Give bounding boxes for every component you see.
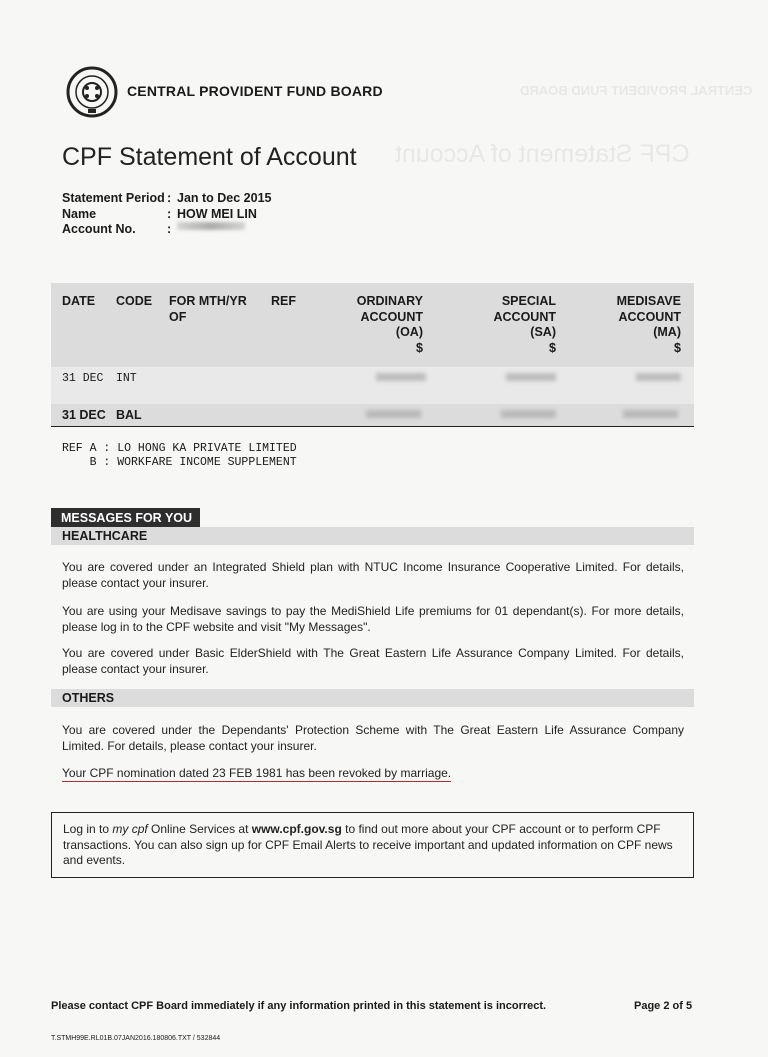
ref-b: B : WORKFARE INCOME SUPPLEMENT: [62, 456, 297, 469]
col-sa: [494, 294, 557, 356]
info-post: to find out more about your CPF account or to perform CPF transactions. You can also sign up for CPF Email Alerts to receive important and updated information on CPF news and events.: [63, 822, 673, 867]
healthcare-message: You are covered under Basic ElderShield with The Great Eastern Life Assurance Company Limited. For details, please contact your insurer.: [62, 646, 684, 676]
table-row: [51, 367, 694, 404]
col-sa-line: ACCOUNT: [493, 309, 556, 324]
redacted-amount: [506, 373, 556, 381]
redacted-amount: [636, 373, 681, 381]
ref-a: REF A : LO HONG KA PRIVATE LIMITED: [62, 442, 297, 455]
statement-meta: [62, 191, 272, 238]
period-label: Statement Period: [62, 191, 165, 205]
colon: :: [167, 222, 172, 236]
redacted-amount: [366, 410, 421, 418]
healthcare-message: You are covered under an Integrated Shield plan with NTUC Income Insurance Cooperative Limited. For details, please contact your insurer.: [62, 560, 684, 590]
col-code: CODE: [116, 294, 153, 308]
others-title: OTHERS: [62, 691, 115, 705]
file-code: T.STMH99E.RL01B.07JAN2016.180806.TXT / 532844: [51, 1035, 221, 1042]
info-box: [51, 812, 694, 878]
bal-code: BAL: [116, 408, 142, 422]
col-oa-line: ACCOUNT: [360, 309, 423, 324]
healthcare-section-header: [51, 527, 694, 545]
col-oa: [357, 294, 423, 356]
cpf-website-link[interactable]: www.cpf.gov.sg: [251, 822, 342, 836]
reference-list: [62, 442, 297, 470]
nomination-message: [62, 765, 684, 781]
col-ref: REF: [271, 294, 296, 308]
info-mid: Online Services at: [147, 822, 252, 836]
nomination-text: Your CPF nomination dated 23 FEB 1981 has been revoked by marriage.: [62, 766, 452, 780]
name-label: Name: [62, 206, 97, 221]
col-oa-line: $: [416, 340, 423, 355]
col-sa-line: (SA): [530, 325, 556, 339]
cpf-logo: [66, 66, 118, 118]
page-title: CPF Statement of Account: [62, 143, 357, 171]
redacted-amount: [623, 410, 678, 418]
footer-notice: Please contact CPF Board immediately if any information printed in this statement is incorrect.: [51, 1000, 547, 1012]
board-name: CENTRAL PROVIDENT FUND BOARD: [127, 83, 383, 99]
bleed-through-title: CPF Statement of Account: [395, 140, 690, 168]
healthcare-message: You are using your Medisave savings to pay the MediShield Life premiums for 01 dependant(s). For more details, please log in to the CPF website and visit "My Messages".: [62, 604, 684, 634]
bal-date: 31 DEC: [62, 408, 106, 422]
colon: :: [167, 206, 172, 221]
col-sa-line: SPECIAL: [501, 294, 556, 308]
row-date: 31 DEC: [62, 372, 104, 385]
col-of: OF: [169, 309, 187, 324]
redacted-account-number: [177, 222, 245, 230]
col-oa-line: (OA): [395, 325, 423, 339]
balance-row: [51, 404, 694, 427]
redacted-amount: [501, 410, 556, 418]
col-ma: [617, 294, 681, 356]
account-label: Account No.: [62, 222, 136, 236]
others-message: You are covered under the Dependants' Protection Scheme with The Great Eastern Life Assurance Company Limited. For details, please contact your insurer.: [62, 723, 684, 753]
my-cpf-brand: my cpf: [112, 822, 148, 836]
redacted-amount: [376, 373, 426, 381]
col-oa-line: ORDINARY: [356, 294, 423, 308]
col-ma-line: $: [674, 340, 681, 355]
healthcare-title: HEALTHCARE: [62, 529, 148, 543]
col-ma-line: (MA): [653, 325, 681, 339]
name-value: HOW MEI LIN: [177, 206, 257, 221]
col-for-mth: FOR MTH/YR: [169, 294, 247, 308]
period-value: Jan to Dec 2015: [177, 191, 272, 205]
row-code: INT: [116, 372, 137, 385]
table-header: [51, 283, 694, 367]
col-ma-line: MEDISAVE: [616, 294, 681, 308]
info-pre: Log in to: [63, 822, 113, 836]
col-date: DATE: [62, 294, 96, 308]
colon: :: [167, 191, 172, 205]
page-number: Page 2 of 5: [634, 1000, 693, 1012]
messages-tab: MESSAGES FOR YOU: [51, 508, 200, 528]
col-sa-line: $: [549, 340, 556, 355]
col-ma-line: ACCOUNT: [618, 309, 681, 324]
others-section-header: [51, 689, 694, 707]
info-text: [63, 822, 681, 869]
bleed-through-board: CENTRAL PROVIDENT FUND BOARD: [520, 83, 753, 98]
